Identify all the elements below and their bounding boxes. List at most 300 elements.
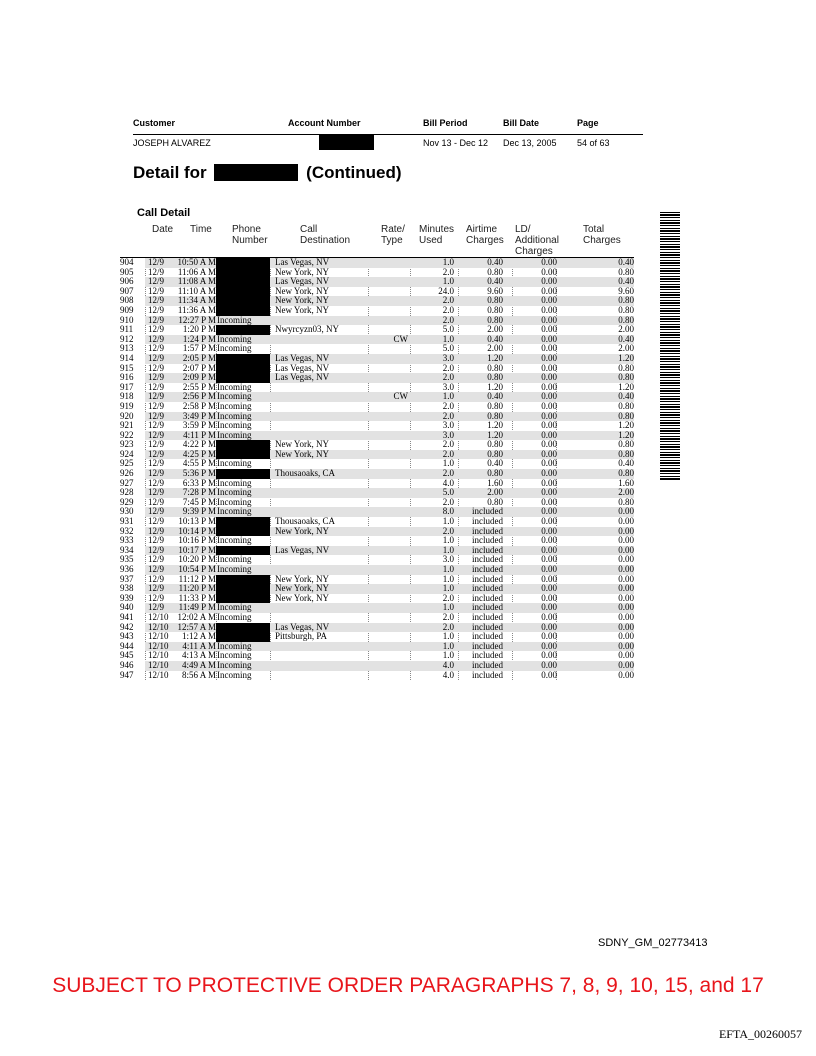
col-time: Time xyxy=(190,224,212,235)
call-number: 943 xyxy=(120,631,134,642)
call-date: 12/9 xyxy=(148,573,165,584)
ld-charges: 0.00 xyxy=(541,477,557,488)
call-number: 911 xyxy=(120,324,134,335)
call-date: 12/9 xyxy=(148,525,165,536)
call-time: 1:20 P M xyxy=(182,324,216,335)
ld-charges: 0.00 xyxy=(541,324,557,335)
call-date: 12/9 xyxy=(148,554,165,565)
call-date: 12/9 xyxy=(148,448,165,459)
call-destination: New York, NY xyxy=(275,295,330,306)
call-time: 4:13 A M xyxy=(181,650,216,661)
call-number: 920 xyxy=(120,410,134,421)
protective-order-notice: SUBJECT TO PROTECTIVE ORDER PARAGRAPHS 7, 8, 9, 10, 15, and 17 xyxy=(52,974,764,997)
rate-type: CW xyxy=(393,333,408,344)
call-date: 12/9 xyxy=(148,362,165,373)
bill-header-labels xyxy=(133,118,643,132)
phone-number: Incoming xyxy=(217,659,252,670)
call-number: 923 xyxy=(120,439,134,450)
call-time: 7:28 P M xyxy=(182,487,216,498)
airtime-charges: 2.00 xyxy=(487,487,503,498)
call-date: 12/10 xyxy=(148,631,169,642)
airtime-charges: 0.40 xyxy=(487,276,503,287)
call-time: 1:57 P M xyxy=(182,343,216,354)
call-destination: Las Vegas, NV xyxy=(275,257,330,267)
call-number: 941 xyxy=(120,611,134,622)
minutes-used: 5.0 xyxy=(442,487,454,498)
total-charges: 0.80 xyxy=(618,362,634,373)
ld-charges: 0.00 xyxy=(541,333,557,344)
call-date: 12/9 xyxy=(148,602,165,613)
col-rate-type: Rate/ Type xyxy=(381,224,405,246)
ld-charges: 0.00 xyxy=(541,439,557,450)
phone-number: Incoming xyxy=(217,429,252,440)
airtime-charges: 0.80 xyxy=(487,448,503,459)
call-date: 12/9 xyxy=(148,276,165,287)
col-phone: Phone Number xyxy=(232,224,268,246)
minutes-used: 3.0 xyxy=(442,420,454,431)
total-charges: 0.00 xyxy=(618,640,634,651)
ld-charges: 0.00 xyxy=(541,266,557,277)
call-number: 945 xyxy=(120,650,134,661)
total-charges: 1.20 xyxy=(618,420,634,431)
airtime-charges: 0.40 xyxy=(487,257,503,267)
airtime-charges: included xyxy=(472,544,503,555)
call-destination: New York, NY xyxy=(275,573,330,584)
call-number: 908 xyxy=(120,295,134,306)
call-destination: Thousaoaks, CA xyxy=(275,516,335,527)
call-date: 12/9 xyxy=(148,583,165,594)
ld-charges: 0.00 xyxy=(541,659,557,670)
total-charges: 0.00 xyxy=(618,525,634,536)
call-date: 12/10 xyxy=(148,621,169,632)
page-label: Page xyxy=(577,118,599,128)
phone-number-redaction xyxy=(216,296,270,306)
ld-charges: 0.00 xyxy=(541,554,557,565)
phone-number: Incoming xyxy=(217,611,252,622)
call-number: 905 xyxy=(120,266,134,277)
call-number: 922 xyxy=(120,429,134,440)
call-number: 910 xyxy=(120,314,134,325)
ld-charges: 0.00 xyxy=(541,429,557,440)
call-number: 914 xyxy=(120,352,134,363)
phone-number: Incoming xyxy=(217,381,252,392)
detail-title xyxy=(133,163,402,183)
bill-date-label: Bill Date xyxy=(503,118,540,128)
call-time: 11:06 A M xyxy=(177,266,216,277)
call-destination: New York, NY xyxy=(275,439,330,450)
call-destination: New York, NY xyxy=(275,266,330,277)
minutes-used: 3.0 xyxy=(442,429,454,440)
ld-charges: 0.00 xyxy=(541,257,557,267)
ld-charges: 0.00 xyxy=(541,640,557,651)
bill-header xyxy=(133,118,643,152)
call-time: 4:22 P M xyxy=(182,439,216,450)
airtime-charges: 0.80 xyxy=(487,314,503,325)
minutes-used: 3.0 xyxy=(442,554,454,565)
phone-number-redaction xyxy=(216,440,270,450)
total-charges: 0.00 xyxy=(618,554,634,565)
phone-number: Incoming xyxy=(217,506,252,517)
call-number: 924 xyxy=(120,448,134,459)
call-destination: Thousaoaks, CA xyxy=(275,468,335,479)
call-number: 907 xyxy=(120,285,134,296)
minutes-used: 1.0 xyxy=(442,640,454,651)
col-minutes: Minutes Used xyxy=(419,224,455,246)
airtime-charges: 2.00 xyxy=(487,343,503,354)
minutes-used: 8.0 xyxy=(442,506,454,517)
total-charges: 0.00 xyxy=(618,583,634,594)
minutes-used: 1.0 xyxy=(442,257,454,267)
minutes-used: 1.0 xyxy=(442,544,454,555)
phone-number: Incoming xyxy=(217,391,252,402)
ld-charges: 0.00 xyxy=(541,381,557,392)
call-date: 12/10 xyxy=(148,669,169,680)
minutes-used: 2.0 xyxy=(442,295,454,306)
call-number: 919 xyxy=(120,400,134,411)
ld-charges: 0.00 xyxy=(541,669,557,680)
airtime-charges: 0.80 xyxy=(487,304,503,315)
call-date: 12/9 xyxy=(148,266,165,277)
airtime-charges: 0.40 xyxy=(487,391,503,402)
call-date: 12/9 xyxy=(148,343,165,354)
call-date: 12/9 xyxy=(148,391,165,402)
call-time: 10:17 P M xyxy=(178,544,216,555)
minutes-used: 2.0 xyxy=(442,362,454,373)
phone-number: Incoming xyxy=(217,400,252,411)
call-date: 12/10 xyxy=(148,611,169,622)
call-date: 12/9 xyxy=(148,410,165,421)
call-destination: New York, NY xyxy=(275,525,330,536)
line-number-redaction xyxy=(214,164,298,181)
call-destination: Las Vegas, NV xyxy=(275,372,330,383)
minutes-used: 1.0 xyxy=(442,458,454,469)
total-charges: 2.00 xyxy=(618,487,634,498)
call-date: 12/9 xyxy=(148,496,165,507)
call-time: 1:12 A M xyxy=(181,631,216,642)
call-number: 932 xyxy=(120,525,134,536)
total-charges: 0.00 xyxy=(618,669,634,680)
phone-number: Incoming xyxy=(217,602,252,613)
minutes-used: 2.0 xyxy=(442,304,454,315)
call-time: 9:39 P M xyxy=(182,506,216,517)
ld-charges: 0.00 xyxy=(541,573,557,584)
airtime-charges: 0.80 xyxy=(487,362,503,373)
call-date: 12/9 xyxy=(148,564,165,574)
airtime-charges: 0.40 xyxy=(487,333,503,344)
ld-charges: 0.00 xyxy=(541,564,557,574)
efta-number: EFTA_00260057 xyxy=(718,1027,802,1041)
call-number: 928 xyxy=(120,487,134,498)
table-row xyxy=(120,671,634,681)
minutes-used: 2.0 xyxy=(442,448,454,459)
phone-number-redaction xyxy=(216,287,270,297)
ld-charges: 0.00 xyxy=(541,372,557,383)
phone-number: Incoming xyxy=(217,554,252,565)
call-number: 926 xyxy=(120,468,134,479)
phone-number: Incoming xyxy=(217,640,252,651)
minutes-used: 2.0 xyxy=(442,439,454,450)
call-time: 11:08 A M xyxy=(177,276,216,287)
ld-charges: 0.00 xyxy=(541,544,557,555)
call-date: 12/9 xyxy=(148,468,165,479)
call-time: 2:07 P M xyxy=(182,362,216,373)
minutes-used: 3.0 xyxy=(442,352,454,363)
call-date: 12/9 xyxy=(148,535,165,546)
call-time: 6:33 P M xyxy=(182,477,216,488)
phone-number: Incoming xyxy=(217,333,252,344)
minutes-used: 1.0 xyxy=(442,631,454,642)
call-date: 12/9 xyxy=(148,372,165,383)
bill-header-values xyxy=(133,138,643,152)
ld-charges: 0.00 xyxy=(541,631,557,642)
minutes-used: 5.0 xyxy=(442,324,454,335)
total-charges: 0.00 xyxy=(618,564,634,574)
airtime-charges: included xyxy=(472,621,503,632)
total-charges: 0.00 xyxy=(618,573,634,584)
rate-type: CW xyxy=(393,391,408,402)
call-time: 2:58 P M xyxy=(182,400,216,411)
bill-period-value: Nov 13 - Dec 12 xyxy=(423,138,489,148)
total-charges: 1.60 xyxy=(618,477,634,488)
airtime-charges: 1.20 xyxy=(487,381,503,392)
call-date: 12/9 xyxy=(148,420,165,431)
minutes-used: 1.0 xyxy=(442,391,454,402)
call-detail-heading: Call Detail xyxy=(137,207,191,219)
airtime-charges: 0.80 xyxy=(487,496,503,507)
call-time: 11:33 P M xyxy=(178,592,216,603)
call-time: 4:11 A M xyxy=(182,640,216,651)
ld-charges: 0.00 xyxy=(541,362,557,373)
phone-number: Incoming xyxy=(217,410,252,421)
customer-name: JOSEPH ALVAREZ xyxy=(133,138,211,148)
ld-charges: 0.00 xyxy=(541,276,557,287)
total-charges: 2.00 xyxy=(618,343,634,354)
call-number: 927 xyxy=(120,477,134,488)
call-destination: Las Vegas, NV xyxy=(275,621,330,632)
ld-charges: 0.00 xyxy=(541,583,557,594)
total-charges: 0.00 xyxy=(618,631,634,642)
ld-charges: 0.00 xyxy=(541,304,557,315)
minutes-used: 5.0 xyxy=(442,343,454,354)
total-charges: 0.00 xyxy=(618,516,634,527)
call-time: 4:49 A M xyxy=(181,659,216,670)
airtime-charges: 0.80 xyxy=(487,410,503,421)
airtime-charges: 2.00 xyxy=(487,324,503,335)
total-charges: 0.40 xyxy=(618,391,634,402)
call-number: 931 xyxy=(120,516,134,527)
phone-number: Incoming xyxy=(217,650,252,661)
total-charges: 1.20 xyxy=(618,381,634,392)
ld-charges: 0.00 xyxy=(541,458,557,469)
total-charges: 0.80 xyxy=(618,410,634,421)
airtime-charges: included xyxy=(472,631,503,642)
ld-charges: 0.00 xyxy=(541,525,557,536)
total-charges: 0.80 xyxy=(618,468,634,479)
minutes-used: 2.0 xyxy=(442,400,454,411)
call-number: 946 xyxy=(120,659,134,670)
call-date: 12/10 xyxy=(148,640,169,651)
call-date: 12/9 xyxy=(148,314,165,325)
minutes-used: 24.0 xyxy=(438,285,454,296)
call-detail-table xyxy=(120,257,634,680)
call-number: 904 xyxy=(120,257,134,267)
minutes-used: 2.0 xyxy=(442,592,454,603)
airtime-charges: 0.80 xyxy=(487,372,503,383)
minutes-used: 1.0 xyxy=(442,583,454,594)
call-time: 11:10 A M xyxy=(177,285,216,296)
airtime-charges: 1.60 xyxy=(487,477,503,488)
call-date: 12/9 xyxy=(148,295,165,306)
airtime-charges: 1.20 xyxy=(487,429,503,440)
phone-number-redaction xyxy=(216,517,270,527)
ld-charges: 0.00 xyxy=(541,400,557,411)
ld-charges: 0.00 xyxy=(541,496,557,507)
call-date: 12/9 xyxy=(148,333,165,344)
total-charges: 0.80 xyxy=(618,372,634,383)
call-time: 5:36 P M xyxy=(182,468,216,479)
call-number: 915 xyxy=(120,362,134,373)
phone-number: Incoming xyxy=(217,496,252,507)
minutes-used: 1.0 xyxy=(442,333,454,344)
total-charges: 0.80 xyxy=(618,496,634,507)
call-time: 10:50 A M xyxy=(177,257,216,267)
minutes-used: 2.0 xyxy=(442,266,454,277)
ld-charges: 0.00 xyxy=(541,621,557,632)
call-number: 918 xyxy=(120,391,134,402)
call-number: 909 xyxy=(120,304,134,315)
airtime-charges: included xyxy=(472,602,503,613)
minutes-used: 2.0 xyxy=(442,314,454,325)
airtime-charges: included xyxy=(472,535,503,546)
ld-charges: 0.00 xyxy=(541,448,557,459)
call-number: 942 xyxy=(120,621,134,632)
minutes-used: 1.0 xyxy=(442,650,454,661)
ld-charges: 0.00 xyxy=(541,602,557,613)
total-charges: 0.00 xyxy=(618,592,634,603)
col-date: Date xyxy=(152,224,174,235)
call-date: 12/9 xyxy=(148,516,165,527)
total-charges: 0.00 xyxy=(618,506,634,517)
page-value: 54 of 63 xyxy=(577,138,610,148)
bill-period-label: Bill Period xyxy=(423,118,468,128)
total-charges: 9.60 xyxy=(618,285,634,296)
call-date: 12/9 xyxy=(148,285,165,296)
phone-number-redaction xyxy=(216,354,270,364)
phone-number-redaction xyxy=(216,575,270,585)
total-charges: 0.00 xyxy=(618,544,634,555)
total-charges: 0.40 xyxy=(618,458,634,469)
call-date: 12/9 xyxy=(148,506,165,517)
call-number: 935 xyxy=(120,554,134,565)
call-time: 2:09 P M xyxy=(182,372,216,383)
call-date: 12/9 xyxy=(148,458,165,469)
phone-number: Incoming xyxy=(217,420,252,431)
call-date: 12/9 xyxy=(148,352,165,363)
total-charges: 0.80 xyxy=(618,295,634,306)
call-destination: Las Vegas, NV xyxy=(275,352,330,363)
phone-number-redaction xyxy=(216,258,270,268)
call-number: 916 xyxy=(120,372,134,383)
header-divider xyxy=(133,134,643,135)
call-time: 4:25 P M xyxy=(182,448,216,459)
airtime-charges: included xyxy=(472,669,503,680)
call-number: 936 xyxy=(120,564,134,574)
airtime-charges: 0.80 xyxy=(487,439,503,450)
call-time: 8:56 A M xyxy=(181,669,216,680)
call-date: 12/9 xyxy=(148,477,165,488)
phone-number: Incoming xyxy=(217,564,252,574)
ld-charges: 0.00 xyxy=(541,420,557,431)
call-time: 3:49 P M xyxy=(182,410,216,421)
total-charges: 1.20 xyxy=(618,429,634,440)
call-destination: Nwyrcyzn03, NY xyxy=(275,324,339,335)
minutes-used: 1.0 xyxy=(442,564,454,574)
airtime-charges: included xyxy=(472,611,503,622)
ld-charges: 0.00 xyxy=(541,285,557,296)
airtime-charges: 1.20 xyxy=(487,420,503,431)
minutes-used: 4.0 xyxy=(442,477,454,488)
minutes-used: 1.0 xyxy=(442,516,454,527)
ld-charges: 0.00 xyxy=(541,410,557,421)
call-number: 933 xyxy=(120,535,134,546)
total-charges: 0.00 xyxy=(618,621,634,632)
airtime-charges: 0.80 xyxy=(487,468,503,479)
call-date: 12/9 xyxy=(148,400,165,411)
call-time: 4:55 P M xyxy=(182,458,216,469)
call-number: 912 xyxy=(120,333,134,344)
call-date: 12/9 xyxy=(148,257,165,267)
phone-number-redaction xyxy=(216,584,270,594)
total-charges: 0.00 xyxy=(618,602,634,613)
call-destination: New York, NY xyxy=(275,304,330,315)
call-number: 944 xyxy=(120,640,134,651)
minutes-used: 2.0 xyxy=(442,525,454,536)
ld-charges: 0.00 xyxy=(541,506,557,517)
call-time: 10:20 P M xyxy=(178,554,216,565)
ld-charges: 0.00 xyxy=(541,343,557,354)
call-time: 10:13 P M xyxy=(178,516,216,527)
ld-charges: 0.00 xyxy=(541,391,557,402)
total-charges: 0.00 xyxy=(618,611,634,622)
minutes-used: 4.0 xyxy=(442,669,454,680)
call-time: 12:02 A M xyxy=(177,611,216,622)
col-airtime: Airtime Charges xyxy=(466,224,504,246)
phone-number-redaction xyxy=(216,364,270,374)
call-time: 11:12 P M xyxy=(178,573,216,584)
airtime-charges: included xyxy=(472,659,503,670)
ld-charges: 0.00 xyxy=(541,516,557,527)
airtime-charges: included xyxy=(472,640,503,651)
minutes-used: 4.0 xyxy=(442,659,454,670)
total-charges: 0.80 xyxy=(618,304,634,315)
airtime-charges: 0.40 xyxy=(487,458,503,469)
airtime-charges: 9.60 xyxy=(487,285,503,296)
call-time: 2:05 P M xyxy=(182,352,216,363)
total-charges: 0.80 xyxy=(618,439,634,450)
call-number: 940 xyxy=(120,602,134,613)
minutes-used: 1.0 xyxy=(442,573,454,584)
barcode xyxy=(660,212,680,480)
bill-date-value: Dec 13, 2005 xyxy=(503,138,557,148)
account-label: Account Number xyxy=(288,118,361,128)
call-number: 925 xyxy=(120,458,134,469)
minutes-used: 3.0 xyxy=(442,381,454,392)
call-number: 937 xyxy=(120,573,134,584)
total-charges: 0.00 xyxy=(618,650,634,661)
call-destination: New York, NY xyxy=(275,448,330,459)
airtime-charges: 1.20 xyxy=(487,352,503,363)
call-date: 12/9 xyxy=(148,592,165,603)
